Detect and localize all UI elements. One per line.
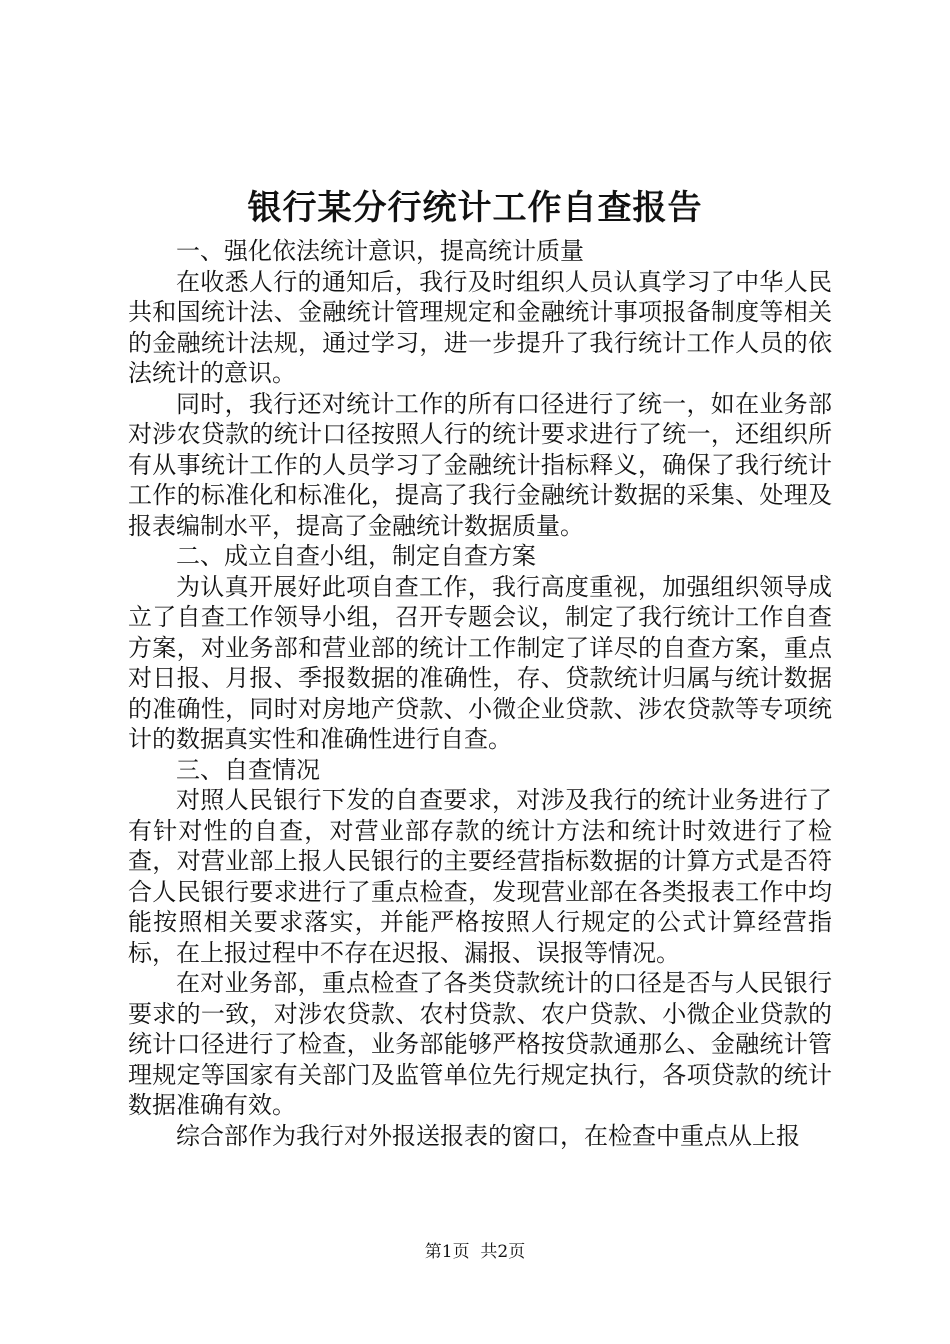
paragraph: 同时，我行还对统计工作的所有口径进行了统一，如在业务部对涉农贷款的统计口径按照人行的统计要求进行了统一，还组织所有从事统计工作的人员学习了金融统计指标释义，确保了我行统计工作的标准化和标准化，提高了我行金融统计数据的采集、处理及报表编制水平，提高了金融统计数据质量。 [128, 389, 832, 540]
document-body [128, 236, 832, 1151]
section-heading-2: 二、成立自查小组，制定自查方案 [176, 542, 536, 570]
paragraph: 在收悉人行的通知后，我行及时组织人员认真学习了中华人民共和国统计法、金融统计管理规定和金融统计事项报备制度等相关的金融统计法规，通过学习，进一步提升了我行统计工作人员的依法统计的意识。 [128, 267, 832, 387]
page-number: 第1页 共2页 [424, 1242, 526, 1262]
page-footer [0, 1240, 950, 1264]
paragraph: 综合部作为我行对外报送报表的窗口，在检查中重点从上报 [176, 1121, 800, 1150]
section-heading-1: 一、强化依法统计意识，提高统计质量 [176, 237, 584, 265]
section-heading-3: 三、自查情况 [176, 755, 320, 784]
paragraph: 为认真开展好此项自查工作，我行高度重视，加强组织领导成立了自查工作领导小组，召开专题会议，制定了我行统计工作自查方案，对业务部和营业部的统计工作制定了详尽的自查方案，重点对日报、月报、季报数据的准确性，存、贷款统计归属与统计数据的准确性，同时对房地产贷款、小微企业贷款、涉农贷款等专项统计的数据真实性和准确性进行自查。 [128, 572, 832, 753]
paragraph: 对照人民银行下发的自查要求，对涉及我行的统计业务进行了有针对性的自查，对营业部存款的统计方法和统计时效进行了检查，对营业部上报人民银行的主要经营指标数据的计算方式是否符合人民银行要求进行了重点检查，发现营业部在各类报表工作中均能按照相关要求落实，并能严格按照人行规定的公式计算经营指标，在上报过程中不存在迟报、漏报、误报等情况。 [128, 786, 832, 967]
paragraph: 在对业务部，重点检查了各类贷款统计的口径是否与人民银行要求的一致，对涉农贷款、农村贷款、农户贷款、小微企业贷款的统计口径进行了检查，业务部能够严格按贷款通那么、金融统计管理规定等国家有关部门及监管单位先行规定执行，各项贷款的统计数据准确有效。 [128, 969, 832, 1119]
document-title: 银行某分行统计工作自查报告 [247, 188, 703, 228]
